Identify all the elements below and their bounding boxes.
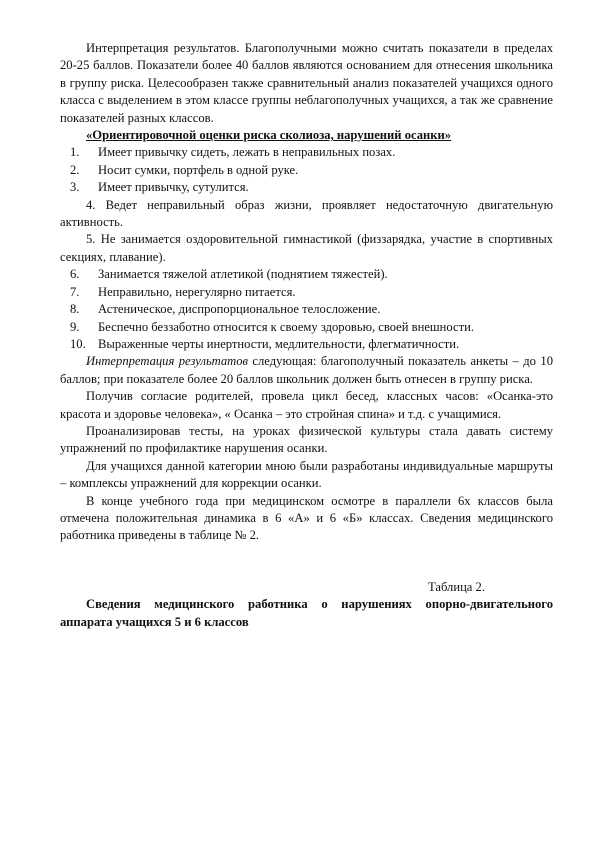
list-item: 10. Выраженные черты инертности, медлительности, флегматичности. xyxy=(70,336,460,351)
document-body xyxy=(60,40,553,631)
consent-paragraph: Получив согласие родителей, провела цикл бесед, классных часов: «Осанка-это красота и здоровье человека», « Осанка – это стройная спина» и т.д. с учащимися. xyxy=(60,389,553,421)
list-item: 8. Астеническое, диспропорциональное телосложение. xyxy=(70,302,381,317)
risk-factor-list xyxy=(60,144,553,353)
table-caption: Таблица 2. xyxy=(427,579,485,594)
list-item: 9. Беспечно беззаботно относится к своему здоровью, своей внешности. xyxy=(70,319,474,334)
routes-paragraph: Для учащихся данной категории мною были разработаны индивидуальные маршруты – комплексы упражнений для коррекции осанки. xyxy=(60,458,553,491)
interpretation-label: Интерпретация результатов xyxy=(86,354,249,369)
list-item: 6. Занимается тяжелой атлетикой (поднятием тяжестей). xyxy=(70,267,388,282)
list-item: 5. Не занимается оздоровительной гимнастикой (физзарядка, участие в спортивных секциях, плавание). xyxy=(60,232,553,264)
list-item: 7. Неправильно, нерегулярно питается. xyxy=(70,284,296,299)
tests-paragraph: Проанализировав тесты, на уроках физической культуры стала давать систему упражнений по профилактике нарушения осанки. xyxy=(60,423,553,456)
list-item: 1. Имеет привычку сидеть, лежать в неправильных позах. xyxy=(70,145,396,160)
list-item: 2. Носит сумки, портфель в одной руке. xyxy=(70,162,299,177)
interpretation-result-paragraph xyxy=(60,353,553,388)
year-end-paragraph: В конце учебного года при медицинском осмотре в параллели 6х классов была отмечена положительная динамика в 6 «А» и 6 «Б» классах. Сведения медицинского работника приведены в таблице № 2. xyxy=(60,493,553,543)
interpretation-text: следующая: благополучный показатель анкеты – до 10 баллов; при показателе более 20 баллов школьник должен быть отнесен в группу риска. xyxy=(60,354,553,386)
questionnaire-heading: «Ориентировочной оценки риска сколиоза, нарушений осанки» xyxy=(86,128,452,143)
list-item: 4. Ведет неправильный образ жизни, проявляет недостаточную двигательную активность. xyxy=(60,197,553,230)
interpretation-paragraph: Интерпретация результатов. Благополучными можно считать показатели в пределах 20-25 баллов. Показатели более 40 баллов являются основанием для отнесения школьника в группу риска. Целесообразен также сравнительный анализ показателей учащихся одного класса с выделением в этом классе группы неблагополучных учащихся, а так же сравнение показателей разных классов. xyxy=(60,41,553,125)
list-item: 3. Имеет привычку, сутулится. xyxy=(70,180,249,195)
table-title: Сведения медицинского работника о нарушениях опорно-двигательного аппарата учащихся 5 и 6 классов xyxy=(60,597,553,629)
